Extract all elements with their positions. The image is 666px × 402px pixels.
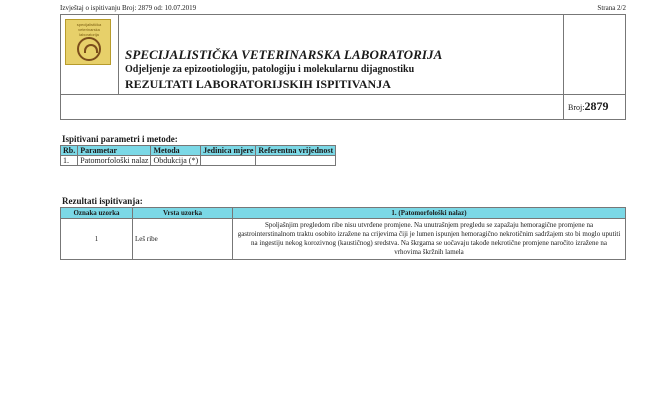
results-header-cell: Vrsta uzorka [133, 208, 233, 219]
finding-cell: Spoljašnjim pregledom ribe nisu utvrđene promjene. Na unutrašnjem pregledu se zapažaju hemoragične promjene na gastrointerstinalnom traktu osobito izražene na crijevima čiji je lumen ispunjen hemoragično nekrotičnim sadržajem sto bi moglo uputiti na ingestiju nekog korozivnog (kaustičnog) sredstva. Na škrgama se uočavaju takođe nekrotične promjene naročito izražene na vrhovima škržnih lamela [233, 219, 626, 260]
params-header-row [61, 146, 336, 156]
sample-id-cell: 1 [61, 219, 133, 260]
params-header-cell: Metoda [151, 146, 201, 156]
header-right-cell [563, 15, 625, 94]
params-cell-jedinica [201, 156, 256, 166]
report-number-label: Broj: [568, 103, 585, 112]
params-header-cell: Rb. [61, 146, 78, 156]
results-header-cell: Oznaka uzorka [61, 208, 133, 219]
results-section-title: Rezultati ispitivanja: [62, 196, 143, 206]
lab-logo [65, 19, 111, 65]
params-cell-parametar: Patomorfološki nalaz [78, 156, 151, 166]
params-cell-metoda: Obdukcija (*) [151, 156, 201, 166]
department-name: Odjeljenje za epizootiologiju, patologiju i molekularnu dijagnostiku [125, 64, 415, 75]
results-header-cell: 1. (Patomorfološki nalaz) [233, 208, 626, 219]
logo-cell [61, 15, 119, 94]
params-header-cell: Parametar [78, 146, 151, 156]
report-number-cell [563, 94, 625, 119]
lab-logo-icon [77, 37, 101, 61]
table-row [61, 219, 626, 260]
lab-title-block [125, 47, 565, 92]
results-header-row [61, 208, 626, 219]
table-row [61, 156, 336, 166]
params-cell-referentna [256, 156, 336, 166]
params-section-title: Ispitivani parametri i metode: [62, 134, 178, 144]
page-number: Strana 2/2 [597, 4, 626, 12]
report-header-box [60, 14, 626, 120]
results-table [60, 207, 626, 260]
params-header-cell: Jedinica mjere [201, 146, 256, 156]
params-header-cell: Referentna vrijednost [256, 146, 336, 156]
report-reference: Izvještaj o ispitivanju Broj: 2879 od: 10.07.2019 [60, 4, 197, 12]
report-title: REZULTATI LABORATORIJSKIH ISPITIVANJA [125, 77, 391, 91]
params-table [60, 145, 336, 166]
sample-type-cell: Leš ribe [133, 219, 233, 260]
lab-name: SPECIJALISTIČKA VETERINARSKA LABORATORIJA [125, 47, 443, 62]
params-cell-rb: 1. [61, 156, 78, 166]
header-divider [61, 94, 625, 95]
logo-text: specijalistička veterinarska laboratorija [76, 22, 102, 37]
report-number-value: 2879 [584, 99, 609, 113]
